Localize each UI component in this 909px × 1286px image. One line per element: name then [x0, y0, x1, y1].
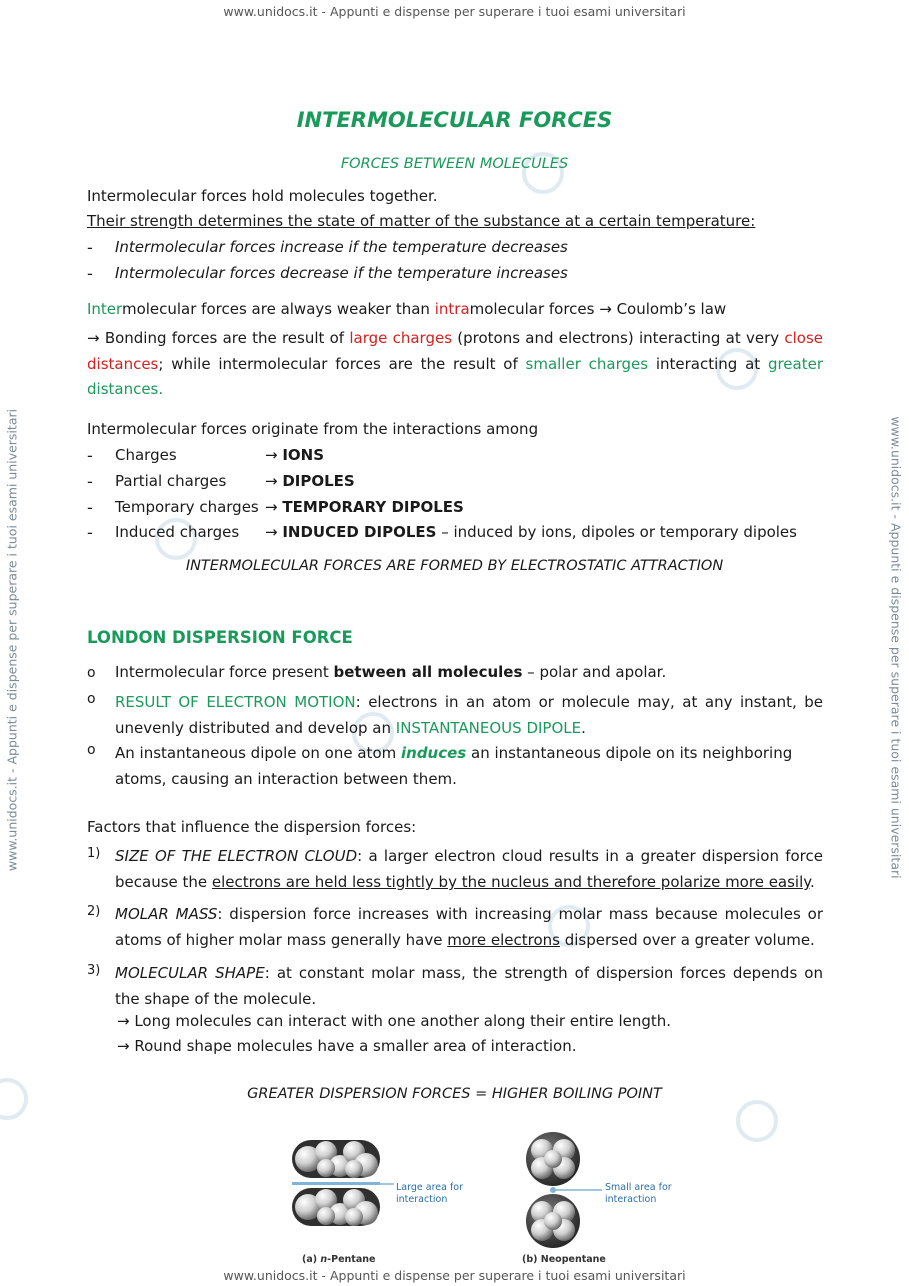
origin-right-label: TEMPORARY DIPOLES	[282, 498, 464, 516]
green-phrase: INSTANTANEOUS DIPOLE	[395, 719, 582, 737]
molecule-figure	[280, 1128, 680, 1268]
london-bullet-2: RESULT OF ELECTRON MOTION: electrons in an atom or molecule may, at any instant, be unevenly distributed and develop an INSTANTANEOUS DIPOLE.	[115, 693, 823, 737]
underlined-phrase: electrons are held less tightly by the nucleus and therefore polarize more easily	[211, 873, 811, 891]
intro-line-1: Intermolecular forces hold molecules together.	[87, 187, 438, 205]
factors-heading: Factors that influence the dispersion forces:	[87, 818, 417, 836]
origin-right-label: INDUCED DIPOLES	[282, 523, 437, 541]
caption-neopentane: (b) Neopentane	[522, 1254, 606, 1265]
label-large-area: Large area for interaction	[396, 1182, 464, 1205]
dash-bullet: -	[87, 238, 93, 257]
london-bullet-1: Intermolecular force present between all molecules – polar and apolar.	[115, 663, 667, 681]
list-number: 2)	[87, 904, 101, 919]
compare-text: molecular forces are always weaker than	[121, 300, 435, 318]
watermark-logo-icon	[736, 1100, 778, 1142]
dash-bullet: -	[87, 498, 93, 517]
summary-line: GREATER DISPERSION FORCES = HIGHER BOILING POINT	[247, 1086, 662, 1102]
label-small-area: Small area for interaction	[605, 1182, 672, 1205]
compare-text: → Bonding forces are the result of	[87, 329, 350, 347]
origins-heading: Intermolecular forces originate from the interactions among	[87, 420, 539, 438]
circle-bullet: o	[87, 691, 96, 707]
origin-left: Induced charges	[115, 523, 240, 541]
origin-right: → DIPOLES	[265, 472, 355, 490]
factor-2: MOLAR MASS: dispersion force increases with increasing molar mass because molecules or atoms of higher molar mass generally have more electrons dispersed over a greater volume.	[115, 905, 823, 949]
watermark-bottom: www.unidocs.it - Appunti e dispense per superare i tuoi esami universitari	[223, 1268, 686, 1283]
pentane-top	[292, 1140, 380, 1178]
large-charges: large charges	[349, 329, 453, 347]
smaller-charges: smaller charges	[525, 354, 649, 373]
factor-3-sub-b: → Round shape molecules have a smaller area of interaction.	[117, 1037, 577, 1055]
factor-title: MOLAR MASS	[115, 905, 218, 923]
green-phrase: RESULT OF ELECTRON MOTION	[115, 693, 356, 711]
origin-left: Partial charges	[115, 472, 227, 490]
pentane-bottom	[292, 1188, 380, 1226]
intro-bullet-2: Intermolecular forces decrease if the temperature increases	[115, 264, 568, 282]
origin-right: → TEMPORARY DIPOLES	[265, 498, 464, 516]
list-number: 3)	[87, 963, 101, 978]
green-phrase: induces	[401, 744, 467, 762]
underlined-phrase: more electrons	[447, 931, 560, 949]
compare-text: ; while intermolecular forces are the result of	[158, 354, 526, 373]
dash-bullet: -	[87, 472, 93, 491]
page-title: INTERMOLECULAR FORCES	[296, 108, 613, 132]
dash-bullet: -	[87, 446, 93, 465]
dash-bullet: -	[87, 523, 93, 542]
factor-3-sub-a: → Long molecules can interact with one another along their entire length.	[117, 1012, 672, 1030]
origin-right: → IONS	[265, 446, 325, 464]
dash-bullet: -	[87, 264, 93, 283]
list-number: 1)	[87, 846, 101, 861]
origin-right-label: DIPOLES	[282, 472, 355, 490]
origin-left: Temporary charges	[115, 498, 259, 516]
factor-title: MOLECULAR SHAPE	[115, 964, 265, 982]
inter-prefix: Inter	[87, 300, 122, 318]
compare-text: molecular forces → Coulomb’s law	[469, 300, 727, 318]
distances-word: distances	[87, 354, 159, 373]
compare-line-1	[87, 300, 823, 318]
origins-conclusion: INTERMOLECULAR FORCES ARE FORMED BY ELECTROSTATIC ATTRACTION	[185, 558, 724, 574]
watermark-top: www.unidocs.it - Appunti e dispense per superare i tuoi esami universitari	[223, 4, 686, 19]
circle-bullet: o	[87, 665, 96, 681]
small-interaction-point	[550, 1187, 556, 1193]
factor-title: SIZE OF THE ELECTRON CLOUD	[115, 847, 358, 865]
origin-right-label: IONS	[282, 446, 325, 464]
factor-3: MOLECULAR SHAPE: at constant molar mass, the strength of dispersion forces depends on the shape of the molecule.	[115, 964, 823, 1008]
compare-text: (protons and electrons) interacting at very	[452, 329, 785, 347]
neopentane-bottom	[526, 1194, 580, 1248]
origin-right: → INDUCED DIPOLES – induced by ions, dipoles or temporary dipoles	[265, 523, 797, 541]
compare-text: interacting at	[648, 354, 768, 373]
distances-word-2: distances.	[87, 380, 164, 398]
neopentane-top	[526, 1132, 580, 1186]
factor-1: SIZE OF THE ELECTRON CLOUD: a larger electron cloud results in a greater dispersion force because the electrons are held less tightly by the nucleus and therefore polarize more easily.	[115, 847, 823, 891]
page-subtitle: FORCES BETWEEN MOLECULES	[340, 156, 569, 172]
intro-bullet-1: Intermolecular forces increase if the temperature decreases	[115, 238, 568, 256]
compare-paragraph	[87, 326, 823, 403]
section-heading-london: LONDON DISPERSION FORCE	[87, 628, 353, 647]
caption-pentane: (a) n-Pentane	[302, 1254, 376, 1265]
close-word: close	[784, 329, 824, 347]
circle-bullet: o	[87, 742, 96, 758]
intra-prefix: intra	[434, 300, 470, 318]
london-bullet-3: An instantaneous dipole on one atom induces an instantaneous dipole on its neighboring atoms, causing an interaction between them.	[115, 744, 793, 788]
origin-extra: – induced by ions, dipoles or temporary dipoles	[436, 523, 797, 541]
origin-left: Charges	[115, 446, 177, 464]
bold-phrase: between all molecules	[333, 663, 523, 681]
large-interaction-band	[292, 1182, 380, 1185]
intro-line-2: Their strength determines the state of matter of the substance at a certain temperature:	[87, 212, 756, 230]
greater-word: greater	[767, 354, 824, 373]
